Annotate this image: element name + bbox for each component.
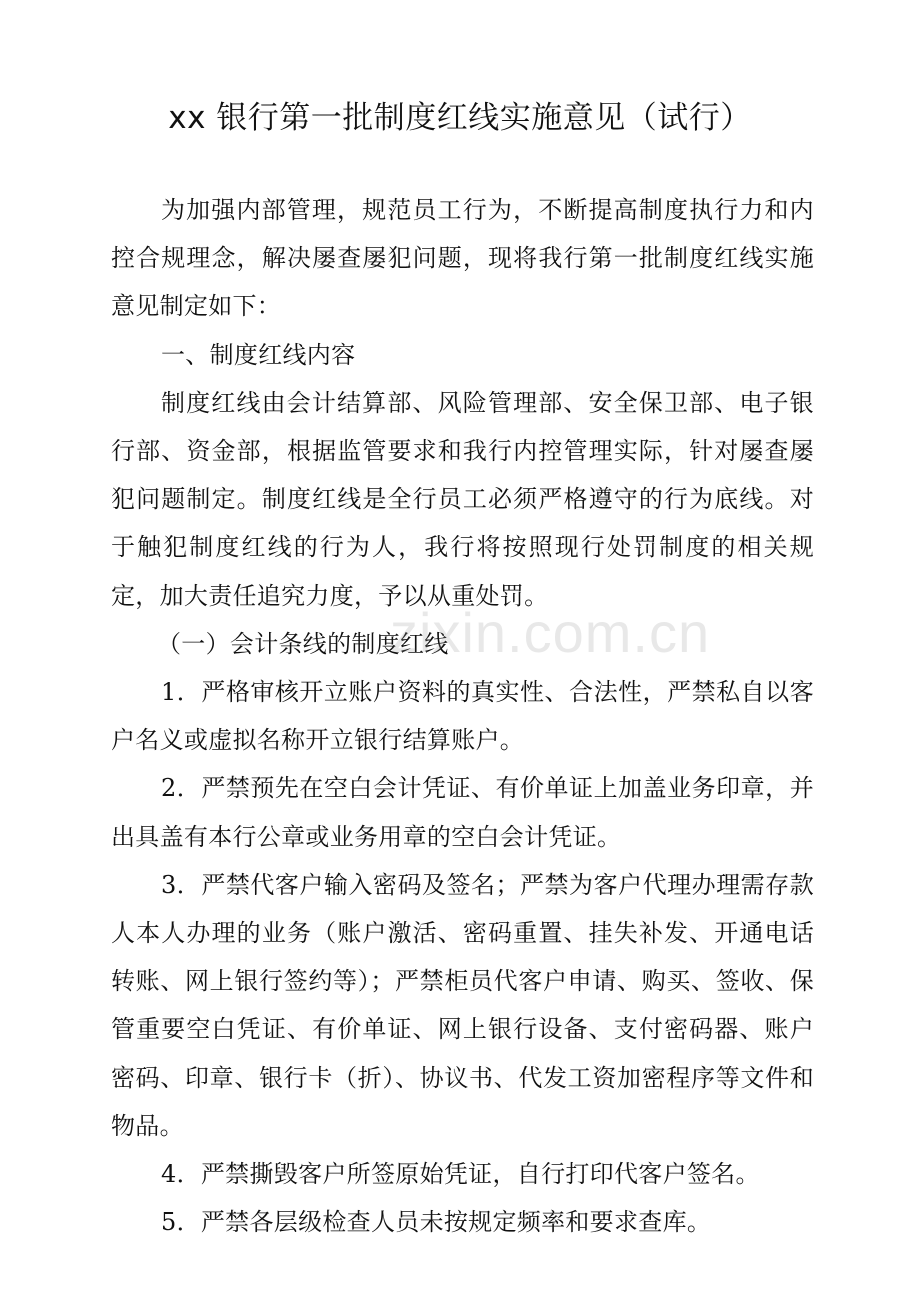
item-number: 4．: [161, 1160, 201, 1189]
subsection-heading: （一）会计条线的制度红线: [157, 629, 449, 658]
list-item: [111, 861, 814, 1150]
item-number: 3．: [161, 870, 202, 899]
item-text: 严禁代客户输入密码及签名；严禁为客户代理办理需存款人本人办理的业务（账户激活、密码重置、挂失补发、开通电话转账、网上银行签约等）；严禁柜员代客户申请、购买、签收、保管重要空白凭证、有价单证、网上银行设备、支付密码器、账户密码、印章、银行卡（折）、协议书、代发工资加密程序等文件和物品。: [111, 870, 815, 1140]
item-text: 严禁各层级检查人员未按规定频率和要求查库。: [200, 1208, 712, 1237]
item-number: 5．: [161, 1208, 201, 1237]
section-paragraph: 制度红线由会计结算部、风险管理部、安全保卫部、电子银行部、资金部，根据监管要求和我行内控管理实际，针对屡查屡犯问题制定。制度红线是全行员工必须严格遵守的行为底线。对于触犯制度红线的行为人，我行将按照现行处罚制度的相关规定，加大责任追究力度，予以从重处罚。: [111, 388, 814, 610]
list-item: [111, 764, 814, 860]
intro-paragraph: 为加强内部管理，规范员工行为，不断提高制度执行力和内控合规理念，解决屡查屡犯问题，现将我行第一批制度红线实施意见制定如下：: [111, 196, 814, 321]
document-body: [111, 186, 814, 1246]
item-number: 1．: [161, 678, 202, 707]
list-item: [111, 1198, 814, 1246]
list-item: [111, 1150, 814, 1198]
item-text: 严禁预先在空白会计凭证、有价单证上加盖业务印章，并出具盖有本行公章或业务用章的空白会计凭证。: [111, 774, 815, 851]
list-item: [111, 668, 814, 764]
item-text: 严禁撕毁客户所签原始凭证，自行打印代客户签名。: [200, 1160, 760, 1189]
item-number: 2．: [161, 774, 202, 803]
document-title: xx 银行第一批制度红线实施意见（试行）: [168, 100, 752, 136]
section-heading: 一、制度红线内容: [161, 340, 356, 369]
watermark: zixin.com.cn: [390, 601, 711, 664]
item-text: 严格审核开立账户资料的真实性、合法性，严禁私自以客户名义或虚拟名称开立银行结算账户。: [111, 678, 815, 755]
